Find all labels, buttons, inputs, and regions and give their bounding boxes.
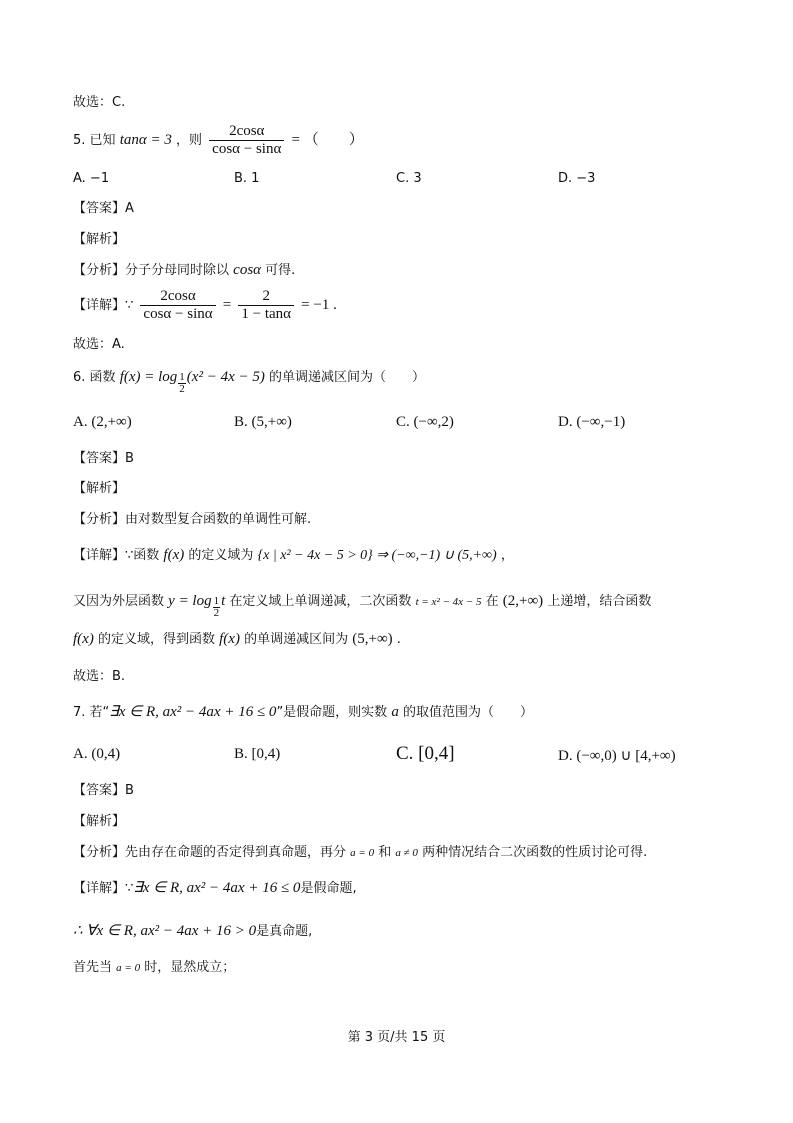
q5-frac-den: cosα − sinα xyxy=(212,141,282,157)
q5-option-b: B. 1 xyxy=(234,171,260,186)
q7-stem-post: ”是假命题，则实数 xyxy=(276,705,388,720)
q6-l3-fx2: f(x) xyxy=(219,631,240,647)
q6-option-c: C. (−∞,2) xyxy=(396,414,454,430)
q6-l2-base-den: 2 xyxy=(213,607,220,619)
q6-base-den: 2 xyxy=(179,383,185,395)
q5-fenxi-post: 可得. xyxy=(265,263,296,278)
q6-log-base xyxy=(178,372,186,395)
q5-option-c: C. 3 xyxy=(396,171,422,186)
q5-option-a: A. −1 xyxy=(73,171,110,186)
q6-l3-fx: f(x) xyxy=(73,631,94,647)
q5-d-den1: cosα − sinα xyxy=(143,306,213,322)
q7-option-c: C. [0,4] xyxy=(396,743,455,764)
q6-detail-set: {x | x² − 4x − 5 > 0} ⇒ (−∞,−1) ∪ (5,+∞) xyxy=(257,548,497,563)
q6-l2-y: y = log xyxy=(168,593,212,609)
q7-analysis: 【解析】 xyxy=(73,814,126,829)
q6-stem-pre: 6. 函数 xyxy=(73,370,116,385)
q6-base-num: 1 xyxy=(179,371,185,383)
q7-fenxi-post: 两种情况结合二次函数的性质讨论可得. xyxy=(422,845,648,860)
q5-choose: 故选：A. xyxy=(73,337,125,352)
q6-l3-end: . xyxy=(396,632,401,647)
q7-stem xyxy=(73,705,533,720)
q6-detail-end: ， xyxy=(500,548,514,563)
q6-line2 xyxy=(73,590,652,619)
q6-l3-post: 的单调递减区间为 xyxy=(244,632,349,647)
q6-l2-pre: 又因为外层函数 xyxy=(73,594,165,609)
q7-fenxi-a0: a = 0 xyxy=(350,847,375,859)
q5-d-num2: 2 xyxy=(238,289,294,306)
q7-fenxi xyxy=(73,846,647,859)
q5-analysis: 【解析】 xyxy=(73,232,126,247)
q7-answer: 【答案】B xyxy=(73,783,134,798)
q6-analysis: 【解析】 xyxy=(73,481,126,496)
q5-fraction xyxy=(209,124,284,157)
q7-stem-math: ∃x ∈ R, ax² − 4ax + 16 ≤ 0 xyxy=(109,704,277,720)
q6-l2-interval: (2,+∞) xyxy=(502,593,544,609)
q7-fenxi-pre: 【分析】先由存在命题的否定得到真命题，再分 xyxy=(73,845,347,860)
q7-option-d: D. (−∞,0) ∪ [4,+∞) xyxy=(558,748,676,764)
q5-detail xyxy=(73,289,337,322)
q5-option-d: D. −3 xyxy=(558,171,596,186)
q6-l3-mid: 的定义域，得到函数 xyxy=(97,632,215,647)
q5-d-num1: 2cosα xyxy=(140,289,215,306)
q7-detail-post: 是假命题, xyxy=(300,881,357,896)
q6-detail-mid: 的定义域为 xyxy=(188,548,254,563)
q6-arg: (x² − 4x − 5) xyxy=(186,369,265,385)
q6-option-b: B. (5,+∞) xyxy=(234,414,292,430)
q6-l2-log-base xyxy=(213,596,221,619)
q6-detail-pre: 【详解】∵函数 xyxy=(73,548,160,563)
q5-stem-mid: ，则 xyxy=(176,133,203,148)
q5-d-den2: 1 − tanα xyxy=(241,306,292,322)
q7-stem-end: 的取值范围为（ ） xyxy=(402,705,533,720)
q5-answer: 【答案】A xyxy=(73,201,134,216)
q5-detail-tag: 【详解】∵ xyxy=(73,298,134,313)
q5-fenxi-math: cosα xyxy=(233,262,262,278)
q6-l2-in: 在 xyxy=(485,594,499,609)
q6-func: f(x) = log xyxy=(119,369,178,385)
q6-option-a: A. (2,+∞) xyxy=(73,414,132,430)
q7-fenxi-and: 和 xyxy=(378,845,392,860)
q7-option-a: A. (0,4) xyxy=(73,746,121,762)
q5-fenxi xyxy=(73,263,295,278)
q6-l2-mid: 在定义域上单调递减，二次函数 xyxy=(229,594,412,609)
q5-d-eq: = xyxy=(222,297,232,313)
q7-stem-pre: 7. 若“ xyxy=(73,705,110,720)
q7-therefore xyxy=(73,924,312,939)
q5-frac-num: 2cosα xyxy=(209,124,284,141)
q6-option-d: D. (−∞,−1) xyxy=(558,414,626,430)
q6-answer: 【答案】B xyxy=(73,451,134,466)
q5-stem-post: = （ ） xyxy=(291,132,364,148)
q5-detail-frac1 xyxy=(140,289,215,322)
q7-detail-pre: 【详解】∵ xyxy=(73,881,134,896)
q6-l3-interval: (5,+∞) xyxy=(352,631,393,647)
q7-first-pre: 首先当 xyxy=(73,960,113,975)
page-footer: 第 3 页/共 15 页 xyxy=(347,1030,446,1045)
q5-given: tanα = 3 xyxy=(119,132,172,148)
prev-answer: 故选：C. xyxy=(73,95,126,110)
q6-l2-t: t xyxy=(221,593,226,609)
q6-l2-base-num: 1 xyxy=(213,595,220,607)
q5-fenxi-pre: 【分析】分子分母同时除以 xyxy=(73,263,230,278)
q7-stem-a: a xyxy=(391,704,399,720)
q6-detail-fx: f(x) xyxy=(163,547,185,563)
q7-detail-math: ∃x ∈ R, ax² − 4ax + 16 ≤ 0 xyxy=(133,880,301,896)
q7-detail xyxy=(73,881,357,896)
q7-first xyxy=(73,961,235,974)
q7-first-math: a = 0 xyxy=(116,962,141,974)
q7-option-b: B. [0,4) xyxy=(234,746,281,762)
q6-l2-quad: t = x² − 4x − 5 xyxy=(415,596,482,608)
q7-therefore-post: 是真命题, xyxy=(256,924,313,939)
q6-stem-post: 的单调递减区间为（ ） xyxy=(268,370,425,385)
q5-stem xyxy=(73,124,364,157)
q6-fenxi: 【分析】由对数型复合函数的单调性可解. xyxy=(73,512,312,527)
q5-stem-pre: 5. 已知 xyxy=(73,133,116,148)
q6-stem xyxy=(73,366,425,395)
q6-line3 xyxy=(73,632,401,647)
q5-d-result: = −1 . xyxy=(301,297,337,313)
q5-detail-frac2 xyxy=(238,289,294,322)
q7-fenxi-an0: a ≠ 0 xyxy=(395,847,418,859)
q6-detail xyxy=(73,548,514,563)
q7-first-post: 时，显然成立； xyxy=(144,960,236,975)
q7-therefore-math: ∴ ∀x ∈ R, ax² − 4ax + 16 > 0 xyxy=(73,923,257,939)
q6-choose: 故选：B. xyxy=(73,669,126,684)
q6-l2-post: 上递增，结合函数 xyxy=(547,594,652,609)
